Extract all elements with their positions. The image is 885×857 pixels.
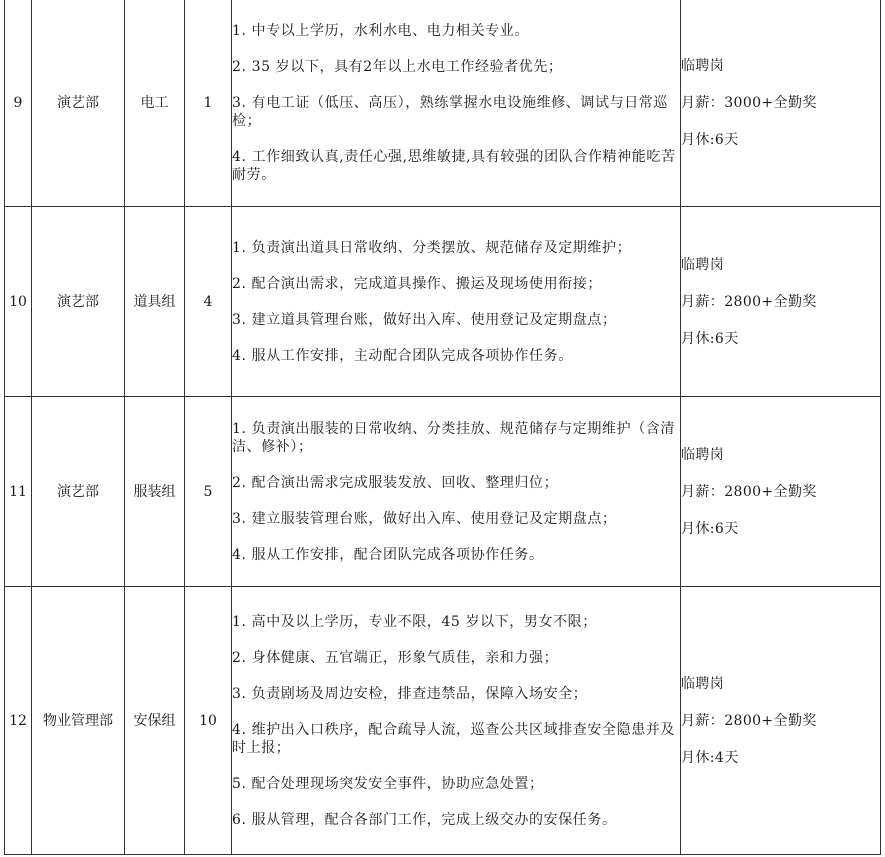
position-cell: 服装组 <box>125 397 185 587</box>
monthly-salary: 月薪：2800+全勤奖 <box>681 483 817 500</box>
table-row <box>5 397 881 587</box>
requirement-item: 3. 建立服装管理台账，做好出入库、使用登记及定期盘点； <box>232 510 617 527</box>
department-cell: 演艺部 <box>32 397 125 587</box>
employment-type: 临聘岗 <box>681 256 725 273</box>
employment-type: 临聘岗 <box>681 57 725 74</box>
requirement-item: 3. 有电工证（低压、高压），熟练掌握水电设施维修、调试与日常巡检； <box>232 94 669 129</box>
requirement-item: 1. 中专以上学历，水利水电、电力相关专业。 <box>232 22 530 39</box>
employment-terms-cell <box>681 207 881 397</box>
employment-type: 临聘岗 <box>681 446 725 463</box>
monthly-salary: 月薪：2800+全勤奖 <box>681 293 817 310</box>
monthly-days-off: 月休:6天 <box>681 520 739 537</box>
requirement-item: 1. 高中及以上学历，专业不限，45 岁以下，男女不限； <box>232 613 597 630</box>
requirements-cell <box>232 0 681 207</box>
monthly-days-off: 月休:6天 <box>681 131 739 148</box>
requirement-item: 6. 服从管理，配合各部门工作，完成上级交办的安保任务。 <box>232 811 617 828</box>
row-number: 10 <box>5 207 32 397</box>
requirement-item: 5. 配合处理现场突发安全事件，协助应急处置； <box>232 775 544 792</box>
requirements-cell <box>232 207 681 397</box>
requirement-item: 3. 建立道具管理台账，做好出入库、使用登记及定期盘点； <box>232 311 617 328</box>
requirement-item: 4. 服从工作安排，主动配合团队完成各项协作任务。 <box>232 347 573 364</box>
department-cell: 物业管理部 <box>32 587 125 855</box>
requirement-item: 4. 工作细致认真,责任心强,思维敏捷,具有较强的团队合作精神能吃苦耐劳。 <box>232 148 676 183</box>
monthly-salary: 月薪：2800+全勤奖 <box>681 712 817 729</box>
requirement-item: 4. 服从工作安排，配合团队完成各项协作任务。 <box>232 546 544 563</box>
requirement-item: 1. 负责演出道具日常收纳、分类摆放、规范储存及定期维护； <box>232 239 632 256</box>
row-number: 11 <box>5 397 32 587</box>
requirement-item: 2. 配合演出需求完成服装发放、回收、整理归位； <box>232 474 559 491</box>
employment-terms-cell <box>681 0 881 207</box>
table-row <box>5 587 881 855</box>
requirement-item: 2. 35 岁以下，具有2年以上水电工作经验者优先； <box>232 58 563 75</box>
row-number: 9 <box>5 0 32 207</box>
headcount-cell: 1 <box>185 0 232 207</box>
table-row <box>5 0 881 207</box>
position-cell: 安保组 <box>125 587 185 855</box>
headcount-cell: 5 <box>185 397 232 587</box>
row-number: 12 <box>5 587 32 855</box>
requirement-item: 1. 负责演出服装的日常收纳、分类挂放、规范储存与定期维护（含清洁、修补）； <box>232 420 676 455</box>
monthly-days-off: 月休:4天 <box>681 749 739 766</box>
employment-terms-cell <box>681 587 881 855</box>
requirement-item: 2. 身体健康、五官端正，形象气质佳，亲和力强； <box>232 649 559 666</box>
employment-terms-cell <box>681 397 881 587</box>
job-table <box>4 0 881 855</box>
requirement-item: 2. 配合演出需求，完成道具操作、搬运及现场使用衔接； <box>232 275 603 292</box>
department-cell: 演艺部 <box>32 207 125 397</box>
position-cell: 电工 <box>125 0 185 207</box>
requirements-cell <box>232 397 681 587</box>
requirement-item: 4. 维护出入口秩序，配合疏导人流，巡查公共区域排查安全隐患并及时上报； <box>232 721 676 756</box>
department-cell: 演艺部 <box>32 0 125 207</box>
requirements-cell <box>232 587 681 855</box>
table-row <box>5 207 881 397</box>
monthly-salary: 月薪：3000+全勤奖 <box>681 94 817 111</box>
headcount-cell: 10 <box>185 587 232 855</box>
headcount-cell: 4 <box>185 207 232 397</box>
requirement-item: 3. 负责剧场及周边安检，排查违禁品，保障入场安全； <box>232 685 588 702</box>
position-cell: 道具组 <box>125 207 185 397</box>
monthly-days-off: 月休:6天 <box>681 330 739 347</box>
employment-type: 临聘岗 <box>681 675 725 692</box>
